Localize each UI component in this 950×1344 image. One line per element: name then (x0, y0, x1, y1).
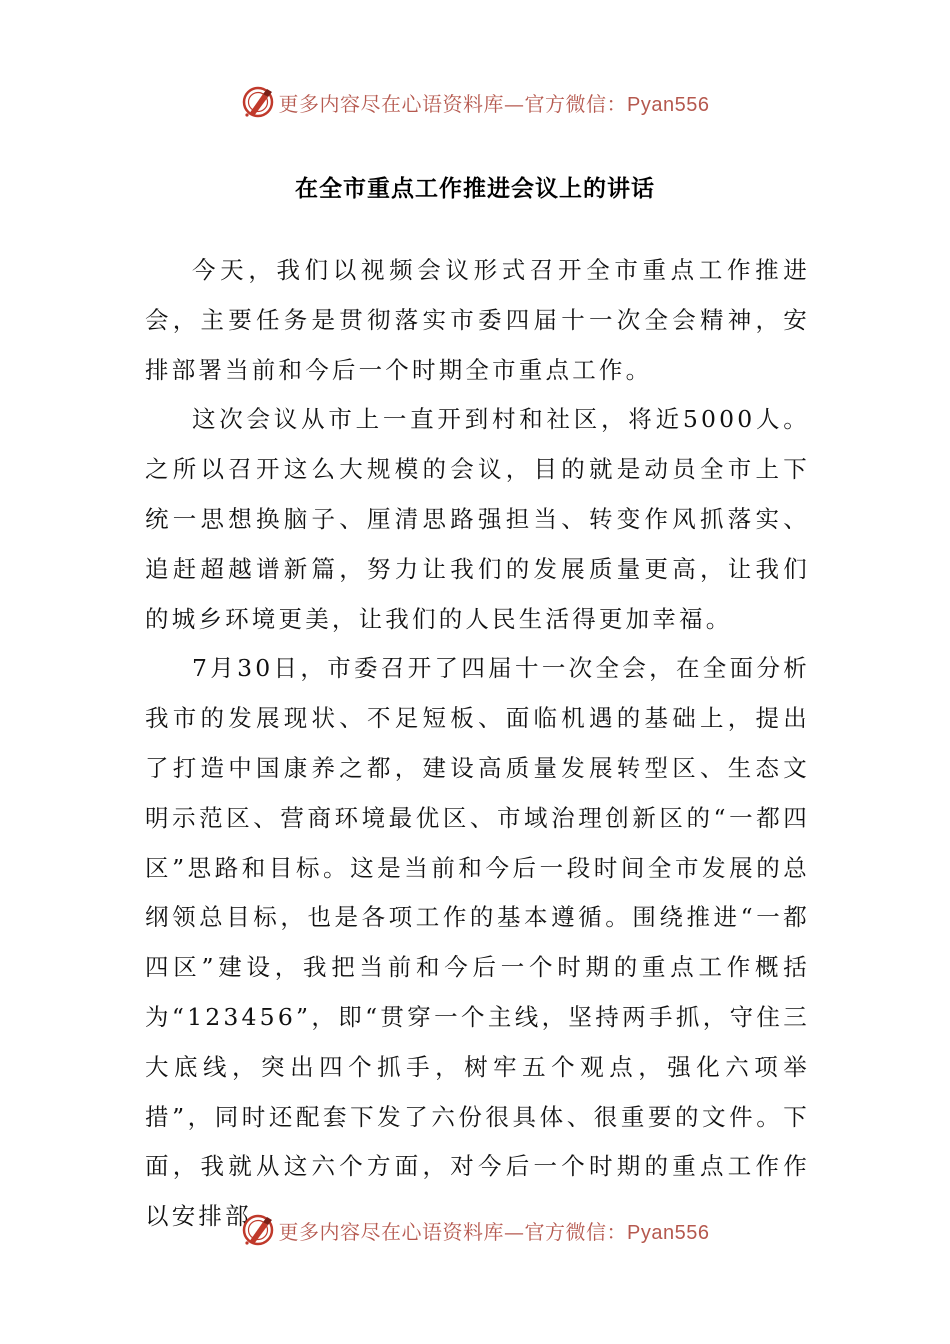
header-banner-label: 更多内容尽在心语资料库—官方微信： (278, 91, 628, 116)
paragraph-3: 7月30日，市委召开了四届十一次全会，在全面分析我市的发展现状、不足短板、面临机遇的基础上，提出了打造中国康养之都，建设高质量发展转型区、生态文明示范区、营商环境最优区、市域治理创新区的“一都四区”思路和目标。这是当前和今后一段时间全市发展的总纲领总目标，也是各项工作的基本遵循。围绕推进“一都四区”建设，我把当前和今后一个时期的重点工作概括为“123456”，即“贯穿一个主线，坚持两手抓，守住三大底线，突出四个抓手，树牢五个观点，强化六项举措”，同时还配套下发了六份很具体、很重要的文件。下面，我就从这六个方面，对今后一个时期的重点工作作以安排部 (145, 654, 810, 1231)
paragraph-2: 这次会议从市上一直开到村和社区，将近5000人。之所以召开这么大规模的会议，目的就是动员全市上下统一思想换脑子、厘清思路强担当、转变作风抓落实、追赶超越谱新篇，努力让我们的发展质量更高，让我们的城乡环境更美，让我们的人民生活得更加幸福。 (145, 405, 810, 633)
document-body (145, 246, 810, 1242)
pen-nib-logo-icon (241, 1213, 275, 1247)
page-title: 在全市重点工作推进会议上的讲话 (295, 175, 655, 202)
header-banner-text (279, 88, 710, 117)
footer-banner (0, 1210, 950, 1250)
pen-nib-logo-icon (241, 85, 275, 119)
footer-banner-text (279, 1216, 710, 1245)
header-banner (0, 82, 950, 122)
header-banner-wechat: Pyan556 (627, 93, 710, 116)
footer-banner-label: 更多内容尽在心语资料库—官方微信： (278, 1219, 628, 1244)
paragraph-1: 今天，我们以视频会议形式召开全市重点工作推进会，主要任务是贯彻落实市委四届十一次全会精神，安排部署当前和今后一个时期全市重点工作。 (145, 256, 810, 384)
footer-banner-wechat: Pyan556 (627, 1221, 710, 1244)
